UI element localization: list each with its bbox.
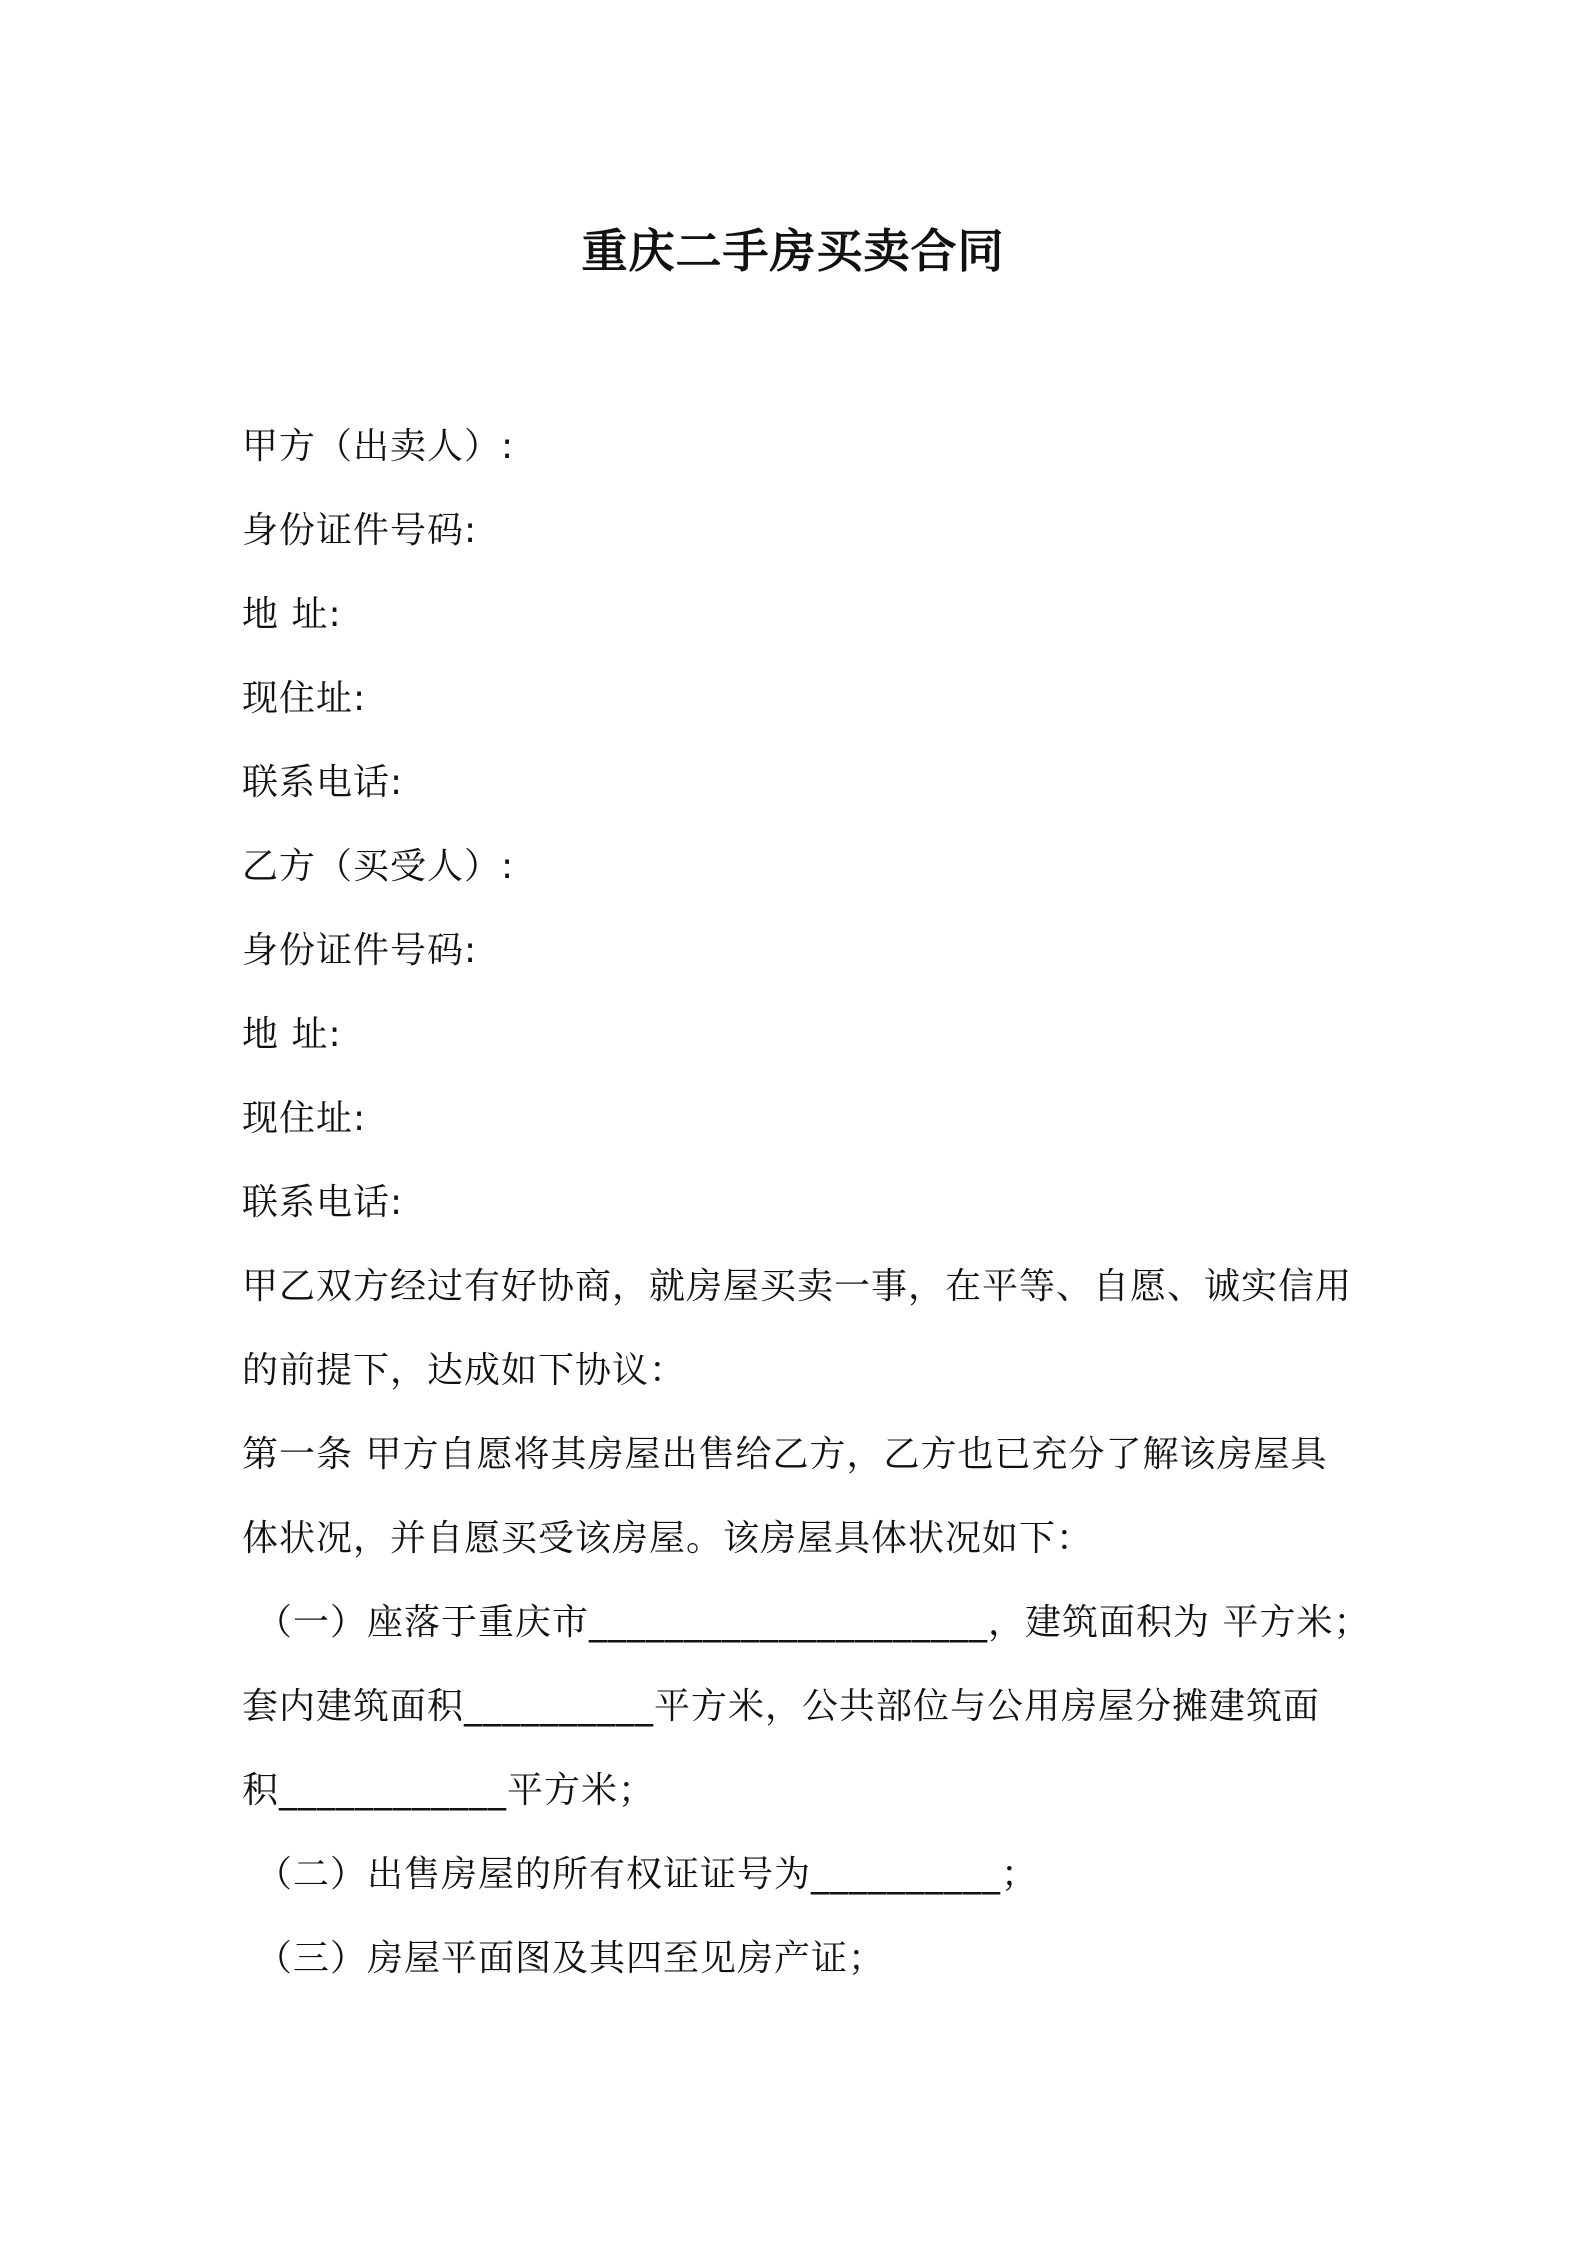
buyer-address-line: 地 址: (242, 1014, 342, 1055)
document-title: 重庆二手房买卖合同 (581, 224, 1005, 278)
seller-phone-line: 联系电话: (242, 762, 404, 803)
clause-three-line: （三）房屋平面图及其四至见房产证； (256, 1938, 886, 1979)
preamble-line-2: 的前提下，达成如下协议： (242, 1350, 687, 1391)
article-one-line-2: 体状况，并自愿买受该房屋。该房屋具体状况如下： (242, 1518, 1094, 1559)
buyer-phone-line: 联系电话: (242, 1182, 404, 1223)
preamble-line-1: 甲乙双方经过有好协商，就房屋买卖一事，在平等、自愿、诚实信用 (242, 1266, 1353, 1307)
clause-one-line-1: （一）座落于重庆市_____________________，建筑面积为 平方米； (256, 1602, 1371, 1643)
seller-name-line: 甲方（出卖人）: (242, 426, 515, 467)
clause-one-line-2: 套内建筑面积__________平方米，公共部位与公用房屋分摊建筑面 (242, 1686, 1321, 1727)
seller-id-line: 身份证件号码: (242, 510, 478, 551)
buyer-current-address-line: 现住址: (242, 1098, 367, 1139)
buyer-name-line: 乙方（买受人）: (242, 846, 515, 887)
clause-two-line: （二）出售房屋的所有权证证号为__________； (256, 1854, 1039, 1895)
clause-one-line-3: 积____________平方米； (242, 1770, 656, 1811)
seller-current-address-line: 现住址: (242, 678, 367, 719)
buyer-id-line: 身份证件号码: (242, 930, 478, 971)
article-one-line-1: 第一条 甲方自愿将其房屋出售给乙方，乙方也已充分了解该房屋具 (242, 1434, 1328, 1475)
contract-body (242, 405, 1371, 2001)
seller-address-line: 地 址: (242, 594, 342, 635)
